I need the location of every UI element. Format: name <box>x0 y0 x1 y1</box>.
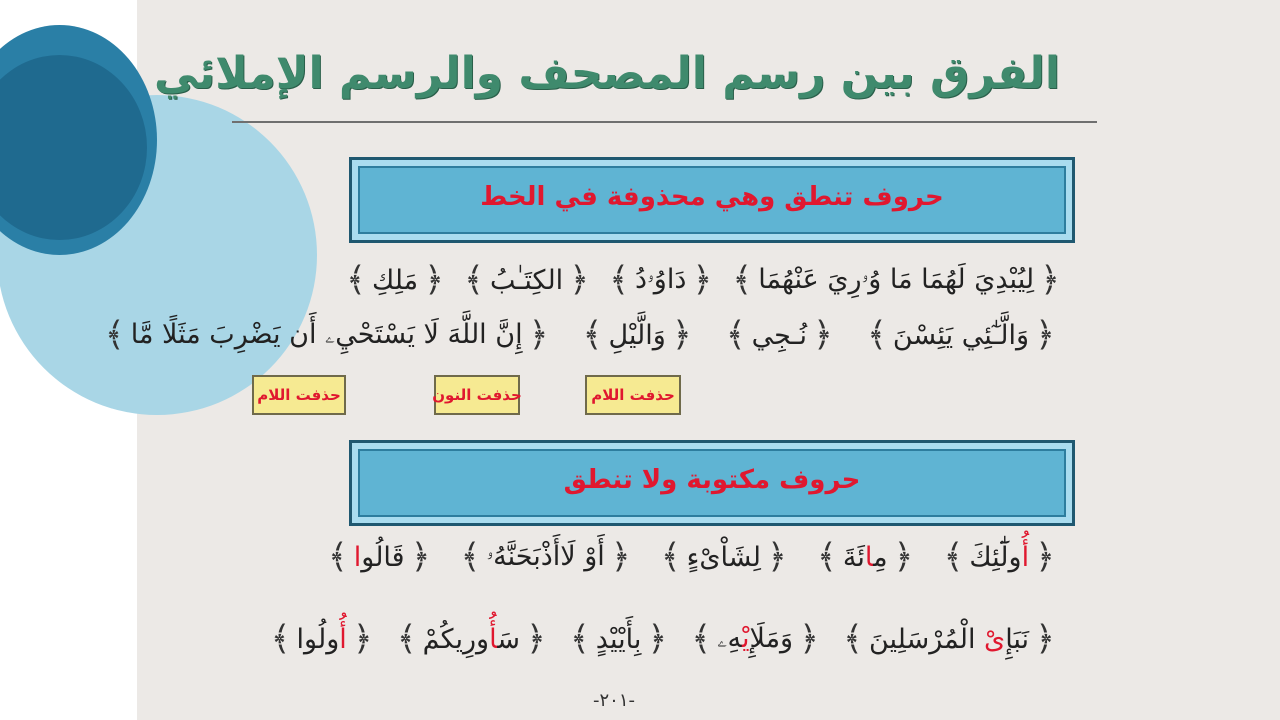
title-divider <box>232 121 1097 123</box>
ornate-bracket-left-icon: ﴾ <box>464 260 484 300</box>
page-title: الفرق بين رسم المصحف والرسم الإملائي <box>154 48 1060 99</box>
ornate-bracket-left-icon: ﴾ <box>943 537 964 577</box>
section-banner-written-silent <box>349 440 1075 526</box>
ornate-bracket-left-icon: ﴾ <box>396 619 417 659</box>
quran-word: ﴿ أَوْ لَأَذْبَحَنَّهُۥ ﴾ <box>460 537 631 577</box>
ornate-bracket-left-icon: ﴾ <box>691 619 712 659</box>
quran-word: ﴿ أُولُوا ﴾ <box>270 619 373 659</box>
ornate-bracket-left-icon: ﴾ <box>270 619 291 659</box>
ornate-bracket-right-icon: ﴿ <box>799 619 820 659</box>
section-heading: حروف تنطق وهي محذوفة في الخط <box>480 182 944 212</box>
quran-word: ﴿ أُولَٰٓئِكَ ﴾ <box>943 537 1055 577</box>
quran-word: ﴿ دَاوُۥدُ ﴾ <box>609 260 713 300</box>
ornate-bracket-right-icon: ﴿ <box>352 619 373 659</box>
ornate-bracket-right-icon: ﴿ <box>610 537 631 577</box>
ornate-bracket-left-icon: ﴾ <box>732 260 753 300</box>
ornate-bracket-left-icon: ﴾ <box>843 619 863 659</box>
ornate-bracket-left-icon: ﴾ <box>582 315 603 355</box>
quran-word: ﴿ إِنَّ اللَّهَ لَا يَسْتَحْيِۦ أَن يَضْرِبَ مَثَلًا مَّا ﴾ <box>104 315 549 355</box>
quran-word: ﴿ مِائَةَ ﴾ <box>816 537 914 577</box>
ornate-bracket-left-icon: ﴾ <box>346 260 366 300</box>
ornate-bracket-right-icon: ﴿ <box>1035 537 1055 577</box>
ornate-bracket-right-icon: ﴿ <box>671 315 692 355</box>
page-number: -٢٠١- <box>593 690 636 711</box>
ornate-bracket-left-icon: ﴾ <box>816 537 837 577</box>
ornate-bracket-left-icon: ﴾ <box>866 315 887 355</box>
ornate-bracket-right-icon: ﴿ <box>692 260 713 300</box>
note-ribbon: حذفت اللام <box>585 375 681 415</box>
section-banner-pronounced-omitted <box>349 157 1075 243</box>
quran-word: ﴿ نُـجِي ﴾ <box>725 315 833 355</box>
ornate-bracket-left-icon: ﴾ <box>104 315 125 355</box>
ornate-bracket-right-icon: ﴿ <box>1035 619 1055 659</box>
quran-word: ﴿ لِيُبْدِيَ لَهُمَا مَا وُۥرِيَ عَنْهُمَا ﴾ <box>732 260 1060 300</box>
example-row <box>104 315 1055 355</box>
ornate-bracket-right-icon: ﴿ <box>424 260 445 300</box>
ornate-bracket-left-icon: ﴾ <box>569 619 590 659</box>
quran-word: ﴿ وَمَلَإِيْهِۦ ﴾ <box>691 619 820 659</box>
ornate-bracket-right-icon: ﴿ <box>647 619 668 659</box>
ornate-bracket-left-icon: ﴾ <box>327 537 348 577</box>
ornate-bracket-right-icon: ﴿ <box>767 537 787 577</box>
quran-word: ﴿ وَالَّـٰٓئِي يَئِسْنَ ﴾ <box>866 315 1055 355</box>
note-ribbon: حذفت اللام <box>252 375 346 415</box>
quran-word: ﴿ الكِتَـٰبُ ﴾ <box>464 260 590 300</box>
ornate-bracket-left-icon: ﴾ <box>460 537 481 577</box>
ornate-bracket-left-icon: ﴾ <box>609 260 630 300</box>
book-page <box>104 0 1280 720</box>
ornate-bracket-right-icon: ﴿ <box>525 619 546 659</box>
quran-word: ﴿ وَالَّيْلِ ﴾ <box>582 315 692 355</box>
ornate-bracket-left-icon: ﴾ <box>660 537 681 577</box>
example-row <box>346 260 1060 300</box>
ornate-bracket-right-icon: ﴿ <box>1035 315 1055 355</box>
ornate-bracket-right-icon: ﴿ <box>813 315 833 355</box>
ornate-bracket-left-icon: ﴾ <box>725 315 746 355</box>
section-heading: حروف مكتوبة ولا تنطق <box>563 465 861 495</box>
example-row <box>270 619 1055 659</box>
quran-word: ﴿ مَلِكِ ﴾ <box>346 260 445 300</box>
example-row <box>327 537 1055 577</box>
note-ribbon: حذفت النون <box>434 375 520 415</box>
quran-word: ﴿ سَأُورِيكُمْ ﴾ <box>396 619 546 659</box>
ornate-bracket-right-icon: ﴿ <box>569 260 590 300</box>
quran-word: ﴿ بِأَيْيْدٍ ﴾ <box>569 619 668 659</box>
quran-word: ﴿ نَبَإِىْ الْمُرْسَلِينَ ﴾ <box>843 619 1055 659</box>
ornate-bracket-right-icon: ﴿ <box>528 315 549 355</box>
quran-word: ﴿ قَالُوا ﴾ <box>327 537 431 577</box>
ornate-bracket-right-icon: ﴿ <box>1040 260 1060 300</box>
ornate-bracket-right-icon: ﴿ <box>410 537 431 577</box>
quran-word: ﴿ لِشَاْىْءٍ ﴾ <box>660 537 787 577</box>
ornate-bracket-right-icon: ﴿ <box>893 537 914 577</box>
